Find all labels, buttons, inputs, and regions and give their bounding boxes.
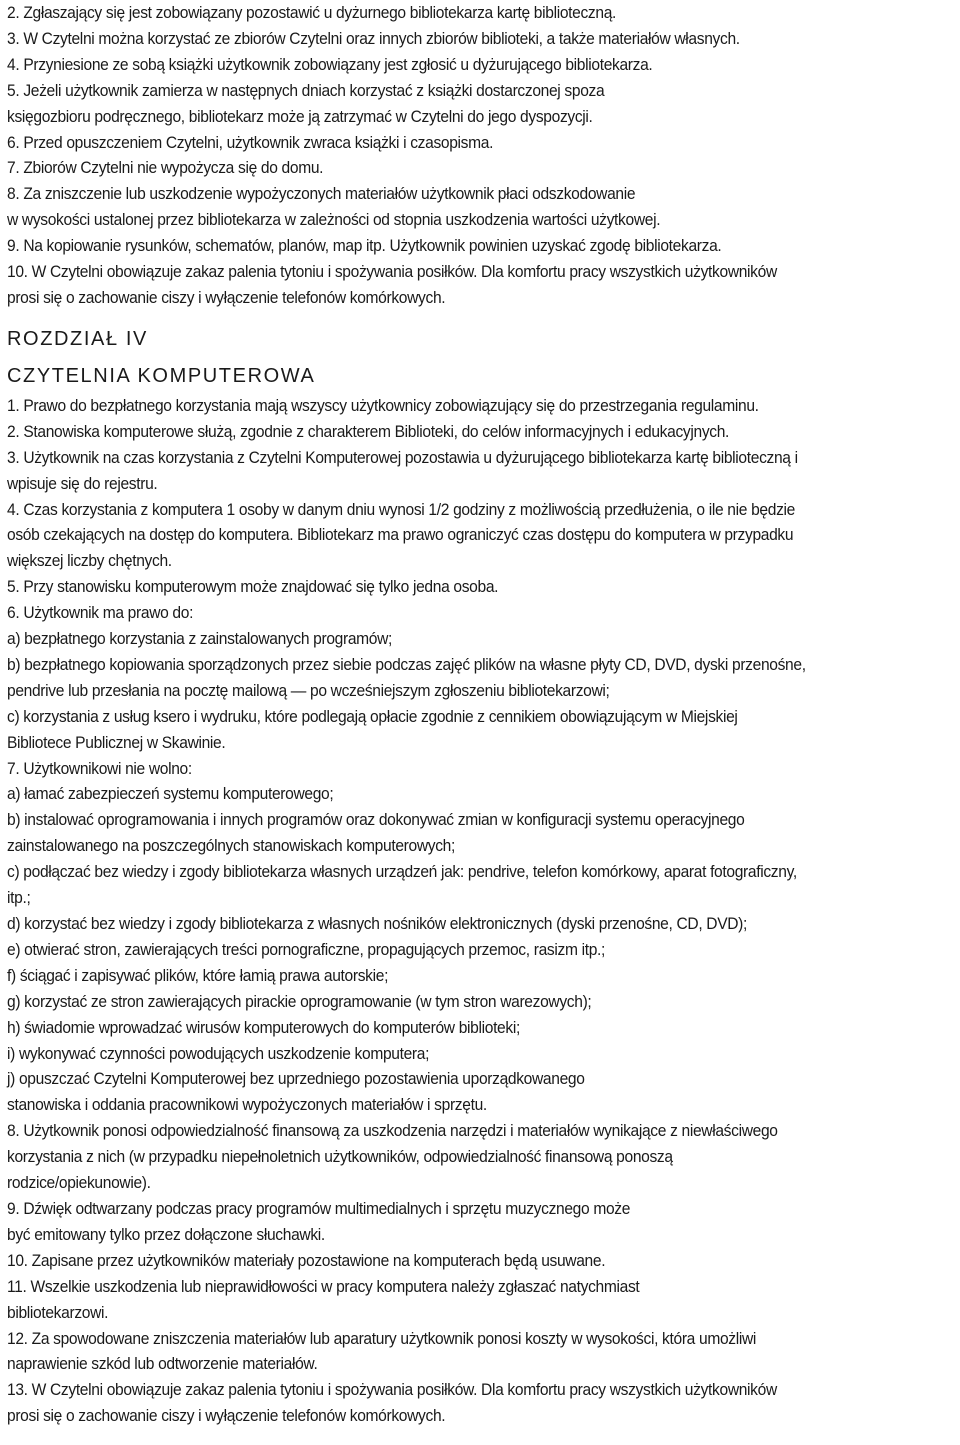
text-line: 8. Użytkownik ponosi odpowiedzialność finansową za uszkodzenia narzędzi i materiałów wynikające z niewłaściwego (7, 1122, 778, 1141)
text-line: 11. Wszelkie uszkodzenia lub nieprawidłowości w pracy komputera należy zgłaszać natychmiast (7, 1277, 640, 1296)
text-line: c) korzystania z usług ksero i wydruku, które podlegają opłacie zgodnie z cennikiem obowiązującym w Miejskiej (7, 707, 738, 726)
text-line: g) korzystać ze stron zawierających pirackie oprogramowanie (w tym stron warezowych); (7, 992, 592, 1011)
text-line: 10. W Czytelni obowiązuje zakaz palenia tytoniu i spożywania posiłków. Dla komfortu pracy wszystkich użytkowników (7, 263, 777, 282)
text-line: b) instalować oprogramowania i innych programów oraz dokonywać zmian w konfiguracji systemu operacyjnego (7, 811, 745, 830)
text-line: 9. Dźwięk odtwarzany podczas pracy programów multimedialnych i sprzętu muzycznego może (7, 1199, 631, 1218)
text-line: 1. Prawo do bezpłatnego korzystania mają wszyscy użytkownicy zobowiązujący się do przestrzegania regulaminu. (7, 396, 759, 415)
text-line: prosi się o zachowanie ciszy i wyłączenie telefonów komórkowych. (7, 1407, 446, 1426)
text-line: f) ściągać i zapisywać plików, które łamią prawa autorskie; (7, 966, 389, 985)
text-line: itp.; (7, 889, 31, 908)
text-line: 3. Użytkownik na czas korzystania z Czytelni Komputerowej pozostawia u dyżurującego bibliotekarza kartę biblioteczną i (7, 448, 798, 467)
text-line: 3. W Czytelni można korzystać ze zbiorów Czytelni oraz innych zbiorów biblioteki, a także materiałów własnych. (7, 29, 740, 48)
text-line: 7. Zbiorów Czytelni nie wypożycza się do domu. (7, 159, 324, 178)
text-line: h) świadomie wprowadzać wirusów komputerowych do komputerów biblioteki; (7, 1018, 520, 1037)
text-line: a) łamać zabezpieczeń systemu komputerowego; (7, 785, 334, 804)
text-line: rodzice/opiekunowie). (7, 1174, 151, 1193)
text-line: księgozbioru podręcznego, bibliotekarz może ją zatrzymać w Czytelni do jego dyspozycji. (7, 107, 593, 126)
text-line: 5. Przy stanowisku komputerowym może znajdować się tylko jedna osoba. (7, 578, 499, 597)
text-line: osób czekających na dostęp do komputera. Bibliotekarz ma prawo ograniczyć czas dostępu do komputera w przypadku (7, 526, 794, 545)
text-line: b) bezpłatnego kopiowania sporządzonych przez siebie podczas zajęć plików na własne płyty CD, DVD, dyski przenośne, (7, 655, 806, 674)
text-line: 9. Na kopiowanie rysunków, schematów, planów, map itp. Użytkownik powinien uzyskać zgodę bibliotekarza. (7, 237, 722, 256)
text-line: zainstalowanego na poszczególnych stanowiskach komputerowych; (7, 837, 455, 856)
text-line: być emitowany tylko przez dołączone słuchawki. (7, 1225, 325, 1244)
text-line: e) otwierać stron, zawierających treści pornograficzne, propagujących przemoc, rasizm itp.; (7, 940, 606, 959)
text-line: prosi się o zachowanie ciszy i wyłączenie telefonów komórkowych. (7, 288, 446, 307)
text-line: 12. Za spowodowane zniszczenia materiałów lub aparatury użytkownik ponosi koszty w wysokości, która umożliwi (7, 1329, 757, 1348)
text-line: 6. Użytkownik ma prawo do: (7, 604, 194, 623)
chapter-title: CZYTELNIA KOMPUTEROWA (7, 364, 316, 387)
text-line: 13. W Czytelni obowiązuje zakaz palenia tytoniu i spożywania posiłków. Dla komfortu pracy wszystkich użytkowników (7, 1381, 777, 1400)
text-line: korzystania z nich (w przypadku niepełnoletnich użytkowników, odpowiedzialność finansową ponoszą (7, 1148, 673, 1167)
text-line: 6. Przed opuszczeniem Czytelni, użytkownik zwraca książki i czasopisma. (7, 133, 494, 152)
text-line: d) korzystać bez wiedzy i zgody bibliotekarza z własnych nośników elektronicznych (dyski przenośne, CD, DVD); (7, 915, 748, 933)
chapter-number: ROZDZIAŁ IV (7, 327, 148, 350)
text-line: większej liczby chętnych. (7, 552, 172, 571)
text-line: pendrive lub przesłania na pocztę mailową — po wcześniejszym zgłoszeniu bibliotekarzowi; (7, 681, 610, 700)
text-line: Bibliotece Publicznej w Skawinie. (7, 733, 226, 752)
text-line: stanowiska i oddania pracownikowi wypożyczonych materiałów i sprzętu. (7, 1096, 487, 1115)
text-line: 8. Za zniszczenie lub uszkodzenie wypożyczonych materiałów użytkownik płaci odszkodowanie (7, 185, 636, 204)
text-line: w wysokości ustalonej przez bibliotekarza w zależności od stopnia uszkodzenia wartości użytkowej. (7, 211, 661, 230)
text-line: 10. Zapisane przez użytkowników materiały pozostawione na komputerach będą usuwane. (7, 1251, 606, 1270)
text-line: 4. Przyniesione ze sobą książki użytkownik zobowiązany jest zgłosić u dyżurującego bibliotekarza. (7, 55, 653, 74)
text-line: c) podłączać bez wiedzy i zgody bibliotekarza własnych urządzeń jak: pendrive, telefon komórkowy, aparat fotograficzny, (7, 863, 797, 882)
text-line: a) bezpłatnego korzystania z zainstalowanych programów; (7, 630, 393, 649)
text-line: naprawienie szkód lub odtworzenie materiałów. (7, 1355, 318, 1374)
text-line: 7. Użytkownikowi nie wolno: (7, 759, 192, 778)
text-line: 5. Jeżeli użytkownik zamierza w następnych dniach korzystać z książki dostarczonej spoza (7, 81, 605, 100)
text-line: 4. Czas korzystania z komputera 1 osoby w danym dniu wynosi 1/2 godziny z możliwością przedłużenia, o ile nie będzie (7, 500, 795, 519)
text-line: wpisuje się do rejestru. (7, 474, 158, 493)
text-line: 2. Zgłaszający się jest zobowiązany pozostawić u dyżurnego bibliotekarza kartę biblioteczną. (7, 4, 617, 22)
reading-room-rules-section (7, 1, 955, 312)
text-line: j) opuszczać Czytelni Komputerowej bez uprzedniego pozostawienia uporządkowanego (7, 1070, 585, 1089)
text-line: i) wykonywać czynności powodujących uszkodzenie komputera; (7, 1044, 430, 1063)
text-line: 2. Stanowiska komputerowe służą, zgodnie z charakterem Biblioteki, do celów informacyjnych i edukacyjnych. (7, 422, 730, 441)
text-line: bibliotekarzowi. (7, 1303, 109, 1322)
regulations-document (7, 1, 955, 1430)
computer-room-rules-section (7, 394, 955, 1430)
